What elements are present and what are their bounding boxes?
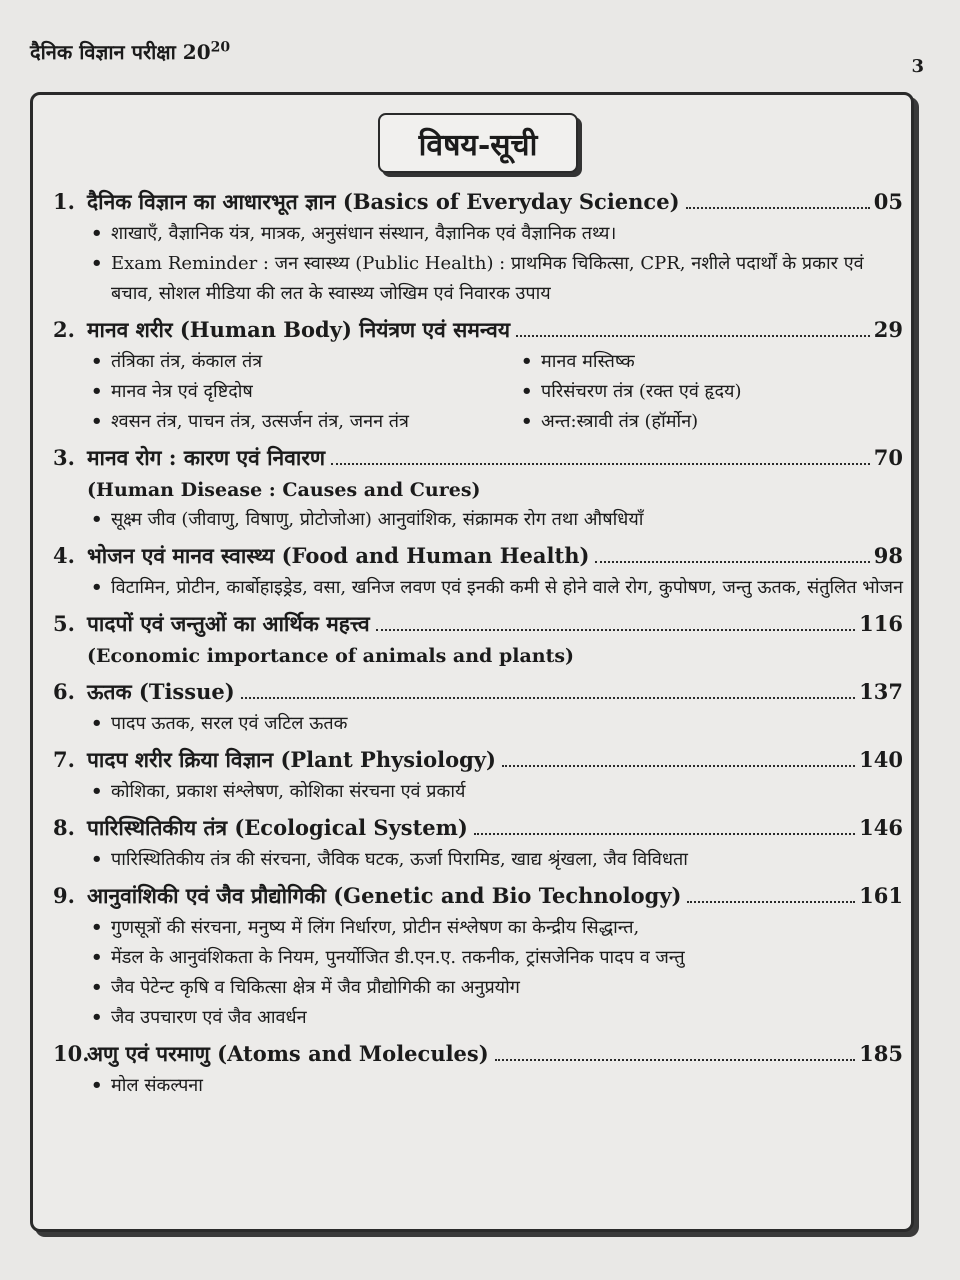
bullet-item: • मानव मस्तिष्क xyxy=(517,347,897,377)
entry-heading xyxy=(53,441,903,475)
entry-heading xyxy=(53,185,903,219)
toc-frame xyxy=(30,92,914,1232)
entry-page: 146 xyxy=(859,815,903,840)
dot-leader xyxy=(502,765,855,767)
entry-bullets xyxy=(53,845,903,875)
entry-number: 5. xyxy=(53,611,75,636)
entry-number: 3. xyxy=(53,445,75,470)
bullet-item: • पारिस्थितिकीय तंत्र की संरचना, जैविक घटक, ऊर्जा पिरामिड, खाद्य श्रृंखला, जैव विविधता xyxy=(87,845,903,875)
entry-subtitle: (Economic importance of animals and plants) xyxy=(87,645,575,667)
dot-leader xyxy=(331,463,870,465)
entry-page: 29 xyxy=(873,317,903,342)
toc-entry[interactable] xyxy=(53,441,903,535)
entry-number: 2. xyxy=(53,317,75,342)
entry-number: 8. xyxy=(53,815,75,840)
bullet-item: • जैव उपचारण एवं जैव आवर्धन xyxy=(87,1003,903,1033)
bullet-item: • Exam Reminder : जन स्वास्थ्य (Public Health) : प्राथमिक चिकित्सा, CPR, नशीले पदार्थों के प्रकार एवं बचाव, सोशल मीडिया की लत के स्वास्थ्य जोखिम एवं निवारक उपाय xyxy=(87,249,903,309)
toc-entry[interactable] xyxy=(53,675,903,739)
toc-entry[interactable] xyxy=(53,811,903,875)
entry-number: 9. xyxy=(53,883,75,908)
entry-title: पादप शरीर क्रिया विज्ञान (Plant Physiology) xyxy=(87,747,496,772)
entry-subtitle: (Human Disease : Causes and Cures) xyxy=(87,479,481,501)
dot-leader xyxy=(474,833,855,835)
entry-page: 70 xyxy=(873,445,903,470)
entry-page: 140 xyxy=(859,747,903,772)
bullet-item: • मानव नेत्र एवं दृष्टिदोष xyxy=(87,377,517,407)
bullet-item: • अन्त:स्त्रावी तंत्र (हॉर्मोन) xyxy=(517,407,897,437)
dot-leader xyxy=(595,561,869,563)
bullet-item: • परिसंचरण तंत्र (रक्त एवं हृदय) xyxy=(517,377,897,407)
entry-bullets xyxy=(53,573,903,603)
toc-entry[interactable] xyxy=(53,539,903,603)
entry-heading xyxy=(53,879,903,913)
entry-bullets xyxy=(53,505,903,535)
entry-title: भोजन एवं मानव स्वास्थ्य (Food and Human Health) xyxy=(87,543,590,568)
dot-leader xyxy=(241,697,856,699)
bullet-item: • शाखाएँ, वैज्ञानिक यंत्र, मात्रक, अनुसंधान संस्थान, वैज्ञानिक एवं वैज्ञानिक तथ्य। xyxy=(87,219,903,249)
left-column xyxy=(87,347,517,437)
entry-heading xyxy=(53,313,903,347)
bullet-item: • मोल संकल्पना xyxy=(87,1071,903,1101)
bullet-item: • तंत्रिका तंत्र, कंकाल तंत्र xyxy=(87,347,517,377)
entry-heading xyxy=(53,743,903,777)
entry-bullets xyxy=(53,219,903,309)
entry-heading xyxy=(53,1037,903,1071)
bullet-item: • श्वसन तंत्र, पाचन तंत्र, उत्सर्जन तंत्र, जनन तंत्र xyxy=(87,407,517,437)
entry-number: 1. xyxy=(53,189,75,214)
entry-title: पादपों एवं जन्तुओं का आर्थिक महत्त्व xyxy=(87,611,370,636)
entry-title: अणु एवं परमाणु (Atoms and Molecules) xyxy=(87,1041,489,1066)
toc-entry[interactable] xyxy=(53,1037,903,1101)
entry-title: मानव शरीर (Human Body) नियंत्रण एवं समन्वय xyxy=(87,317,511,342)
dot-leader xyxy=(495,1059,855,1061)
bullet-item: • पादप ऊतक, सरल एवं जटिल ऊतक xyxy=(87,709,903,739)
running-title: दैनिक विज्ञान परीक्षा 20 xyxy=(30,40,211,64)
entry-bullets xyxy=(53,347,903,437)
dot-leader xyxy=(686,207,870,209)
dot-leader xyxy=(516,335,870,337)
right-column xyxy=(517,347,897,437)
entry-heading xyxy=(53,675,903,709)
entry-number: 7. xyxy=(53,747,75,772)
toc-entry[interactable] xyxy=(53,607,903,671)
page-number: 3 xyxy=(911,56,924,77)
bullet-item: • मेंडल के आनुवंशिकता के नियम, पुनर्योजित डी.एन.ए. तकनीक, ट्रांसजेनिक पादप व जन्तु xyxy=(87,943,903,973)
running-title-sup: 20 xyxy=(210,39,231,56)
entry-title: ऊतक (Tissue) xyxy=(87,679,235,704)
entry-number: 6. xyxy=(53,679,75,704)
entry-bullets xyxy=(53,709,903,739)
bullet-item: • सूक्ष्म जीव (जीवाणु, विषाणु, प्रोटोजोआ) आनुवांशिक, संक्रामक रोग तथा औषधियाँ xyxy=(87,505,903,535)
bullet-item: • कोशिका, प्रकाश संश्लेषण, कोशिका संरचना एवं प्रकार्य xyxy=(87,777,903,807)
bullet-item: • जैव पेटेन्ट कृषि व चिकित्सा क्षेत्र में जैव प्रौद्योगिकी का अनुप्रयोग xyxy=(87,973,903,1003)
entry-page: 185 xyxy=(859,1041,903,1066)
entry-title: आनुवांशिकी एवं जैव प्रौद्योगिकी (Genetic and Bio Technology) xyxy=(87,883,682,908)
toc-entries xyxy=(53,185,903,1105)
toc-entry[interactable] xyxy=(53,879,903,1033)
entry-page: 137 xyxy=(859,679,903,704)
entry-heading xyxy=(53,811,903,845)
bullet-item: • विटामिन, प्रोटीन, कार्बोहाइड्रेड, वसा, खनिज लवण एवं इनकी कमी से होने वाले रोग, कुपोषण, जन्तु ऊतक, संतुलित भोजन xyxy=(87,573,903,603)
entry-title: मानव रोग : कारण एवं निवारण xyxy=(87,445,326,470)
running-head xyxy=(30,38,230,65)
toc-entry[interactable] xyxy=(53,185,903,309)
entry-bullets xyxy=(53,913,903,1033)
entry-heading xyxy=(53,539,903,573)
dot-leader xyxy=(687,901,855,903)
entry-heading xyxy=(53,607,903,641)
toc-title: विषय-सूची xyxy=(378,113,578,173)
entry-bullets xyxy=(53,777,903,807)
entry-page: 05 xyxy=(873,189,903,214)
entry-page: 161 xyxy=(859,883,903,908)
entry-number: 4. xyxy=(53,543,75,568)
toc-entry[interactable] xyxy=(53,313,903,437)
entry-bullets xyxy=(53,1071,903,1101)
entry-title: पारिस्थितिकीय तंत्र (Ecological System) xyxy=(87,815,468,840)
bullet-item: • गुणसूत्रों की संरचना, मनुष्य में लिंग निर्धारण, प्रोटीन संश्लेषण का केन्द्रीय सिद्धान्त, xyxy=(87,913,903,943)
toc-entry[interactable] xyxy=(53,743,903,807)
entry-number: 10. xyxy=(53,1041,90,1066)
entry-title: दैनिक विज्ञान का आधारभूत ज्ञान (Basics of Everyday Science) xyxy=(87,189,680,214)
dot-leader xyxy=(376,629,855,631)
entry-page: 98 xyxy=(873,543,903,568)
entry-page: 116 xyxy=(859,611,903,636)
